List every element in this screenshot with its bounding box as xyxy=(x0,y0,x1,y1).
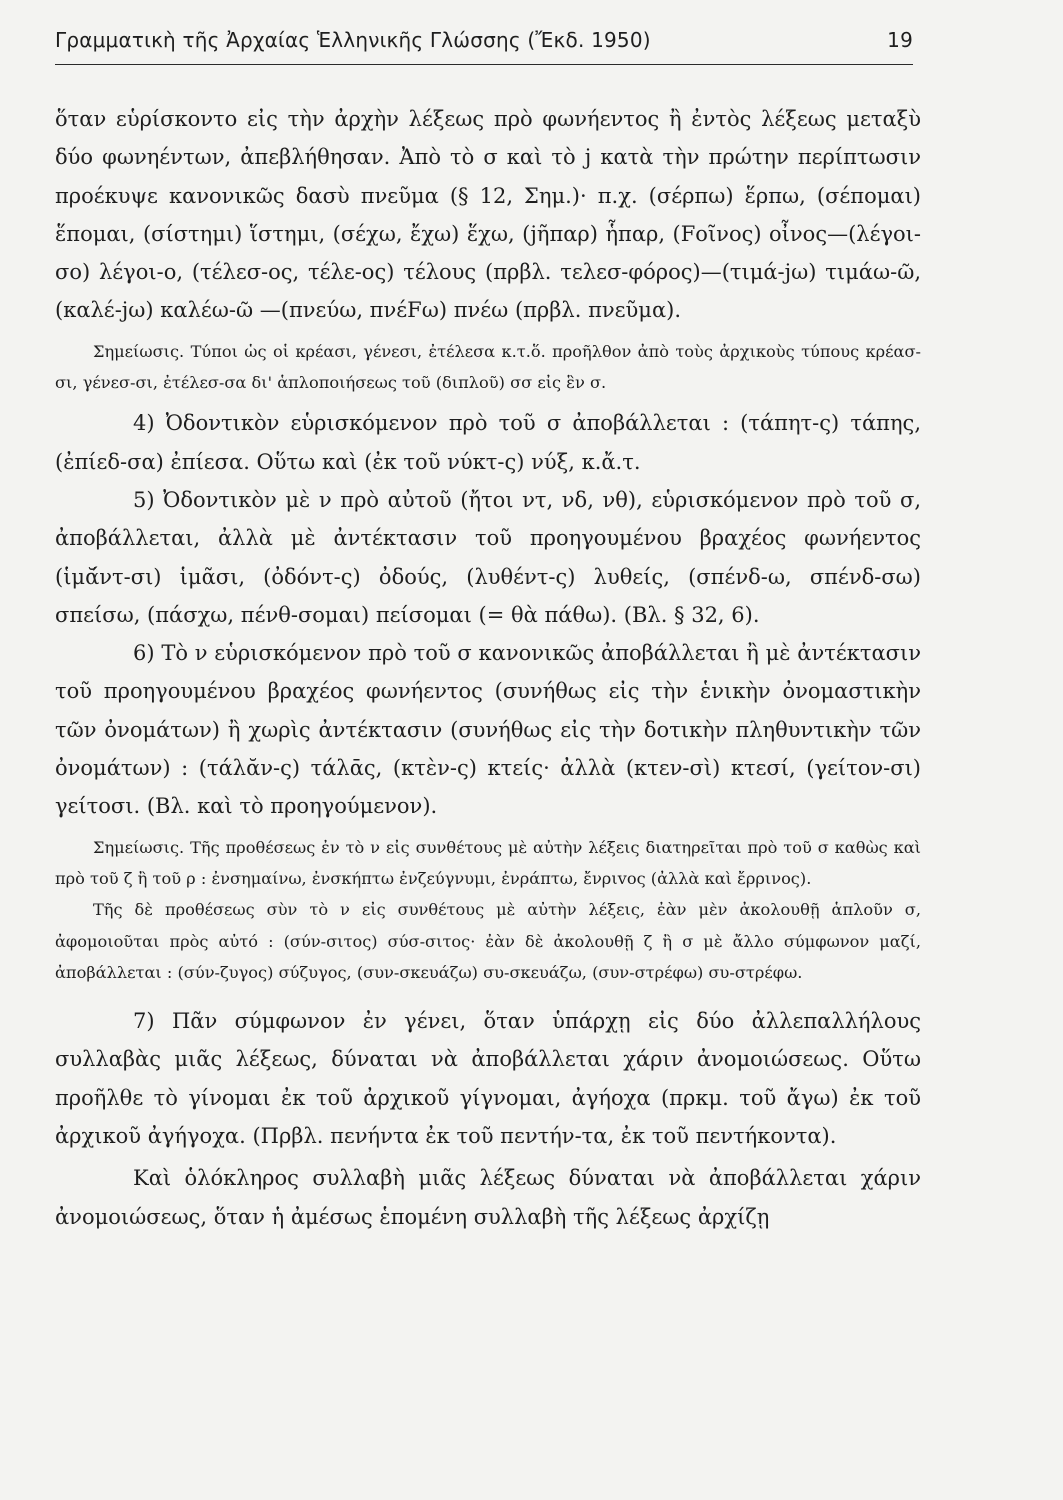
paragraph-rule-4: 4) Ὀδοντικὸν εὑρισκόμενον πρὸ τοῦ σ ἀποβάλλεται : (τάπητ-ς) τάπης, (ἐπίεδ-σα) ἐπίεσα. Οὕτω καὶ (ἐκ τοῦ νύκτ-ς) νύξ, κ.ἄ.τ. xyxy=(55,411,921,474)
paragraph-rule-7: 7) Πᾶν σύμφωνον ἐν γένει, ὅταν ὑπάρχῃ εἰς δύο ἀλλεπαλλήλους συλλαβὰς μιᾶς λέξεως, δύναται νὰ ἀποβάλλεται χάριν ἀνομοιώσεως. Οὕτω προῆλθε τὸ γίνομαι ἐκ τοῦ ἀρχικοῦ γίγνομαι, ἀγήοχα (πρκμ. τοῦ ἄγω) ἐκ τοῦ ἀρχικοῦ ἀγήγοχα. (Πρβλ. πενήντα ἐκ τοῦ πεντήν-τα, ἐκ τοῦ πεντήκοντα). xyxy=(55,1009,921,1149)
paragraph-continued: ὅταν εὑρίσκοντο εἰς τὴν ἀρχὴν λέξεως πρὸ φωνήεντος ἢ ἐντὸς λέξεως μεταξὺ δύο φωνηέντων, ἀπεβλήθησαν. Ἀπὸ τὸ σ καὶ τὸ j κατὰ τὴν πρώτην περίπτωσιν προέκυψε κανονικῶς δασὺ πνεῦμα (§ 12, Σημ.)· π.χ. (σέρπω) ἕρπω, (σέπομαι) ἕπομαι, (σίστημι) ἵστημι, (σέχω, ἔχω) ἕχω, (jῆπαρ) ἧπαρ, (Fοῖνος) οἶνος—(λέγοι-σο) λέγοι-ο, (τέλεσ-ος, τέλε-ος) τέλους (πρβλ. τελεσ-φόρος)—(τιμά-jω) τιμάω-ῶ, (καλέ-jω) καλέω-ῶ —(πνεύω, πνέFω) πνέω (πρβλ. πνεῦμα). xyxy=(55,107,921,323)
page-body xyxy=(55,100,921,1236)
running-header xyxy=(55,28,913,65)
paragraph-rule-6: 6) Τὸ ν εὑρισκόμενον πρὸ τοῦ σ κανονικῶς ἀποβάλλεται ἢ μὲ ἀντέκτασιν τοῦ προηγουμένου βραχέος φωνήεντος (συνήθως εἰς τὴν ἑνικὴν ὀνομαστικὴν τῶν ὀνομάτων) ἢ χωρὶς ἀντέκτασιν (συνήθως εἰς τὴν δοτικὴν πληθυντικὴν τῶν ὀνομάτων) : (τάλᾰν-ς) τάλᾱς, (κτὲν-ς) κτείς· ἀλλὰ (κτεν-σὶ) κτεσί, (γείτον-σι) γείτοσι. (Βλ. καὶ τὸ προηγούμενον). xyxy=(55,641,921,819)
note-paragraph: Σημείωσις. Τύποι ὡς οἱ κρέασι, γένεσι, ἐτέλεσα κ.τ.ὅ. προῆλθον ἀπὸ τοὺς ἀρχικοὺς τύπους κρέασ-σι, γένεσ-σι, ἐτέλεσ-σα δι' ἁπλοποιήσεως τοῦ (διπλοῦ) σσ εἰς ἓν σ. xyxy=(55,341,921,393)
book-title: Γραμματικὴ τῆς Ἀρχαίας Ἑλληνικῆς Γλώσσης (Ἔκδ. 1950) xyxy=(55,28,651,52)
note-paragraph: Τῆς δὲ προθέσεως σὺν τὸ ν εἰς συνθέτους μὲ αὐτὴν λέξεις, ἐὰν μὲν ἀκολουθῇ ἁπλοῦν σ, ἀφομοιοῦται πρὸς αὐτό : (σύν-σιτος) σύσ-σιτος· ἐὰν δὲ ἀκολουθῇ ζ ἢ σ μὲ ἄλλο σύμφωνον μαζί, ἀποβάλλεται : (σύν-ζυγος) σύζυγος, (συν-σκευάζω) συ-σκευάζω, (συν-στρέφω) συ-στρέφω. xyxy=(55,900,921,982)
paragraph-syllable-loss: Καὶ ὁλόκληρος συλλαβὴ μιᾶς λέξεως δύναται νὰ ἀποβάλλεται χάριν ἀνομοιώσεως, ὅταν ἡ ἀμέσως ἑπομένη συλλαβὴ τῆς λέξεως ἀρχίζῃ xyxy=(55,1166,921,1229)
paragraph-rule-5: 5) Ὀδοντικὸν μὲ ν πρὸ αὐτοῦ (ἤτοι ντ, νδ, νθ), εὑρισκόμενον πρὸ τοῦ σ, ἀποβάλλεται, ἀλλὰ μὲ ἀντέκτασιν τοῦ προηγουμένου βραχέος φωνήεντος (ἱμᾰ́ντ-σι) ἱμᾶσι, (ὀδόντ-ς) ὀδούς, (λυθέντ-ς) λυθείς, (σπένδ-ω, σπένδ-σω) σπείσω, (πάσχω, πένθ-σομαι) πείσομαι (= θὰ πάθω). (Βλ. § 32, 6). xyxy=(55,487,921,627)
page-number: 19 xyxy=(887,28,913,52)
note-paragraph: Σημείωσις. Τῆς προθέσεως ἐν τὸ ν εἰς συνθέτους μὲ αὐτὴν λέξεις διατηρεῖται πρὸ τοῦ σ καθὼς καὶ πρὸ τοῦ ζ ἢ τοῦ ρ : ἐνσημαίνω, ἐνσκήπτω ἐνζεύγνυμι, ἐνράπτω, ἔνριvος (ἀλλὰ καὶ ἔρρινος). xyxy=(55,837,921,888)
